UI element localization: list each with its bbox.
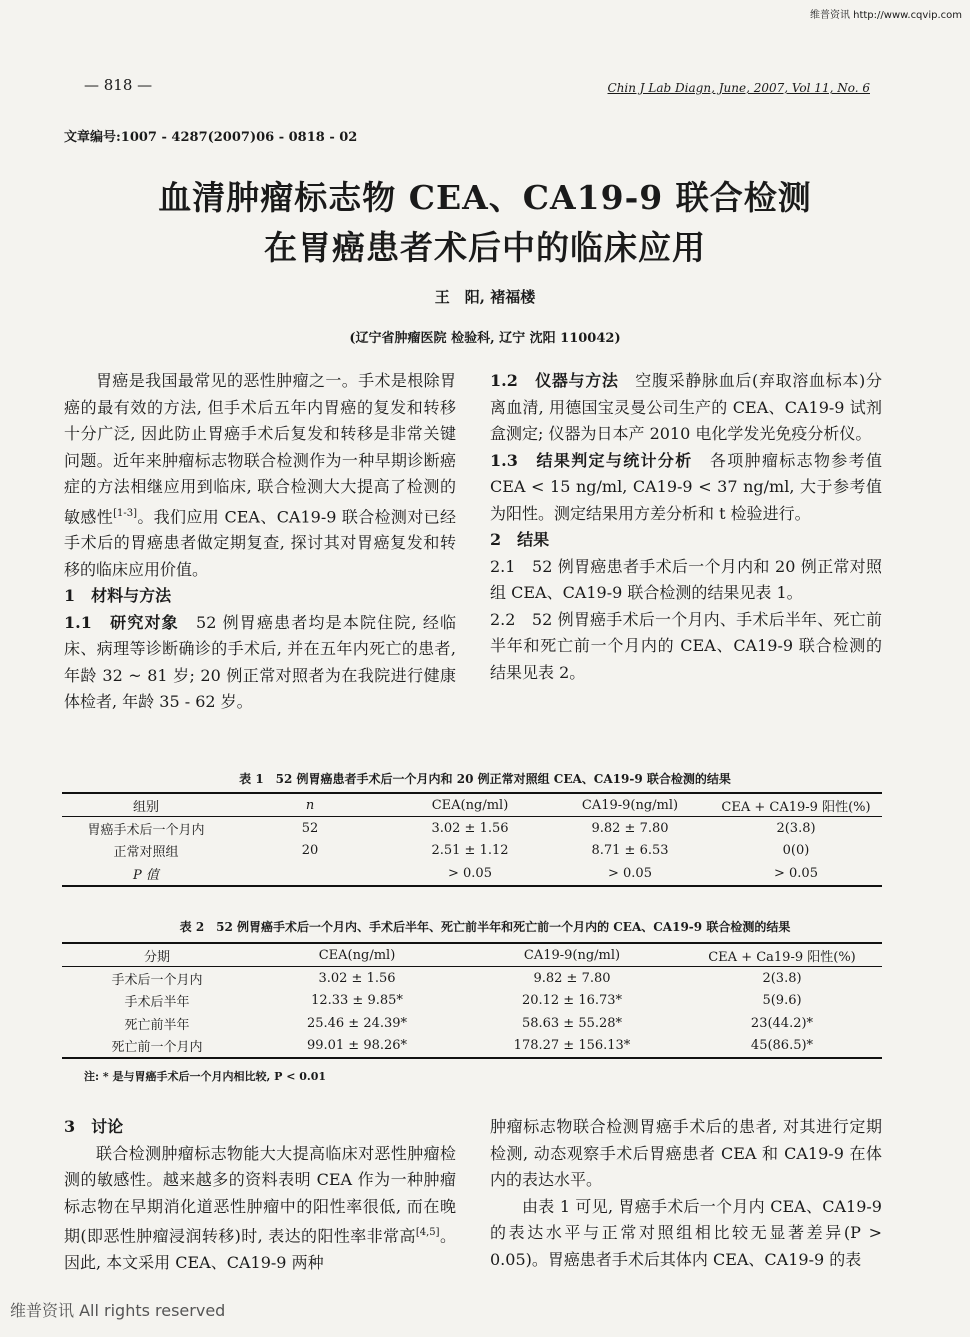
table-cell: 99.01 ± 98.26* [252, 1035, 462, 1059]
table-cell: 0(0) [782, 843, 810, 859]
title-line-1: 血清肿瘤标志物 CEA、CA19-9 联合检测 [158, 178, 812, 217]
left-column-lower [64, 1114, 456, 1276]
table-row [62, 990, 882, 1013]
article-number: 文章编号:1007 - 4287(2007)06 - 0818 - 02 [64, 130, 358, 145]
section-1-1: 1.1 研究对象 52 例胃癌患者均是本院住院, 经临床、病理等诊断确诊的手术后, 并在五年内死亡的患者, 年龄 32 ~ 81 岁; 20 例正常对照者为在我院进行健康体检者, 年龄 35 - 62 岁。 [64, 612, 456, 712]
table-cell: 9.82 ± 7.80 [533, 970, 611, 986]
table-cell: 45(86.5)* [682, 1035, 882, 1059]
table-cell: > 0.05 [550, 862, 710, 886]
table-cell: 手术后一个月内 [111, 972, 203, 988]
site-watermark: 维普资讯 http://www.cqvip.com [809, 10, 962, 21]
section-1-2: 1.2 仪器与方法 空腹采静脉血后(弃取溶血标本)分离血清, 用德国宝灵曼公司生产的 CEA、CA19-9 试剂盒测定; 仪器为日本产 2010 电化学发光免疫分析仪。 [490, 371, 882, 443]
journal-header: Chin J Lab Diagn, June, 2007, Vol 11, No. 6 [607, 81, 870, 95]
table-header-cell: CEA + CA19-9 阳性(%) [710, 793, 882, 817]
table-cell: 8.71 ± 6.53 [591, 843, 669, 859]
table-row [62, 1012, 882, 1035]
table-cell: 12.33 ± 9.85* [311, 993, 403, 1009]
section-1-3: 1.3 结果判定与统计分析 各项肿瘤标志物参考值 CEA < 15 ng/ml, CA19-9 < 37 ng/ml, 大于参考值为阳性。测定结果用方差分析和 t 检验进行。 [490, 450, 882, 523]
table-header-cell: CEA(ng/ml) [252, 943, 462, 967]
table-header-cell: 分期 [62, 943, 252, 967]
table-cell: 手术后半年 [124, 995, 190, 1011]
right-column-upper [490, 368, 882, 686]
right-column-lower [490, 1114, 882, 1273]
table-header-cell: CA19-9(ng/ml) [462, 943, 682, 967]
discussion-paragraph-1: 联合检测肿瘤标志物能大大提高临床对恶性肿瘤检测的敏感性。越来越多的资料表明 CEA 作为一种肿瘤标志物在早期消化道恶性肿瘤中的阳性率很低, 而在晚期(即恶性肿瘤浸润转移)时, 表达的阳性率非常高[4,5]。因此, 本文采用 CEA、CA19-9 两种 [64, 1143, 456, 1272]
section-heading: 1 材料与方法 [64, 586, 172, 606]
section-heading: 3 讨论 [64, 1117, 124, 1136]
table-cell: 2.51 ± 1.12 [431, 843, 509, 859]
table-cell: 58.63 ± 55.28* [521, 1015, 623, 1031]
table-row [62, 1035, 882, 1059]
discussion-paragraph-2: 肿瘤标志物联合检测胃癌手术后的患者, 对其进行定期检测, 动态观察手术后胃癌患者 CEA 和 CA19-9 在体内的表达水平。 [490, 1117, 882, 1189]
table-2-note: 注: * 是与胃癌手术后一个月内相比较, P < 0.01 [84, 1070, 327, 1083]
citation: [4,5] [415, 1227, 440, 1238]
table-2 [62, 942, 882, 1059]
table-row [62, 817, 882, 840]
authors: 王 阳, 褚福楼 [434, 288, 536, 306]
table-header-cell: CEA + Ca19-9 阳性(%) [682, 943, 882, 967]
left-column-upper [64, 368, 456, 716]
discussion-paragraph-3: 由表 1 可见, 胃癌手术后一个月内 CEA、CA19-9 的表达水平与正常对照组相比较无显著差异(P > 0.05)。胃癌患者手术后其体内 CEA、CA19-9 的表 [490, 1196, 882, 1269]
table-cell: 178.27 ± 156.13* [462, 1035, 682, 1059]
table-cell: 25.46 ± 24.39* [306, 1015, 408, 1031]
table-cell: 3.02 ± 1.56 [318, 970, 396, 986]
footer-watermark: 维普资讯 All rights reserved [10, 1301, 226, 1320]
table-cell: 9.82 ± 7.80 [591, 820, 669, 836]
table-cell: 2(3.8) [776, 820, 816, 836]
intro-paragraph: 胃癌是我国最常见的恶性肿瘤之一。手术是根除胃癌的最有效的方法, 但手术后五年内胃癌的复发和转移十分广泛, 因此防止胃癌手术后复发和转移是非常关键问题。近年来肿瘤标志物联合检测作为一种早期诊断癌症的方法相继应用到临床, 联合检测大大提高了检测的敏感性[1-3]。我们应用 CEA、CA19-9 联合检测对已经手术后的胃癌患者做定期复查, 探讨其对胃癌复发和转移的临床应用价值。 [64, 371, 456, 579]
section-2-1: 2.1 52 例胃癌患者手术后一个月内和 20 例正常对照组 CEA、CA19-9 联合检测的结果见表 1。 [490, 556, 882, 602]
citation: [1-3] [113, 507, 137, 519]
table-row [62, 967, 882, 990]
table-header-cell: n [230, 793, 390, 817]
table-cell: 20.12 ± 16.73* [521, 993, 623, 1009]
table-header-cell: CA19-9(ng/ml) [550, 793, 710, 817]
table-1 [62, 792, 882, 887]
section-heading: 2 结果 [490, 530, 550, 549]
table-cell: 23(44.2)* [750, 1015, 814, 1031]
table-cell: 死亡前半年 [124, 1017, 190, 1033]
table-header-cell: CEA(ng/ml) [390, 793, 550, 817]
table-cell: > 0.05 [390, 862, 550, 886]
table-cell: 2(3.8) [762, 970, 802, 986]
table-cell: 正常对照组 [113, 845, 179, 861]
table-row [62, 862, 882, 886]
page-number: — 818 — [84, 76, 153, 94]
table-cell: 52 [301, 820, 319, 836]
title-line-2: 在胃癌患者术后中的临床应用 [264, 228, 706, 267]
table-2-caption: 表 2 52 例胃癌手术后一个月内、手术后半年、死亡前半年和死亡前一个月内的 CEA、CA19-9 联合检测的结果 [179, 920, 791, 934]
table-cell: 20 [301, 843, 319, 859]
table-cell: P 值 [62, 862, 230, 886]
affiliation: (辽宁省肿瘤医院 检验科, 辽宁 沈阳 110042) [349, 331, 621, 346]
section-2-2: 2.2 52 例胃癌手术后一个月内、手术后半年、死亡前半年和死亡前一个月内的 CEA、CA19-9 联合检测的结果见表 2。 [490, 609, 882, 682]
table-cell: 胃癌手术后一个月内 [87, 822, 205, 838]
table-1-caption: 表 1 52 例胃癌患者手术后一个月内和 20 例正常对照组 CEA、CA19-9 联合检测的结果 [239, 772, 731, 786]
table-cell: > 0.05 [710, 862, 882, 886]
table-cell: 3.02 ± 1.56 [431, 820, 509, 836]
table-row [62, 840, 882, 863]
table-cell [230, 862, 390, 886]
table-cell: 5(9.6) [762, 993, 802, 1009]
table-header-cell: 组别 [62, 793, 230, 817]
table-cell: 死亡前一个月内 [62, 1035, 252, 1059]
